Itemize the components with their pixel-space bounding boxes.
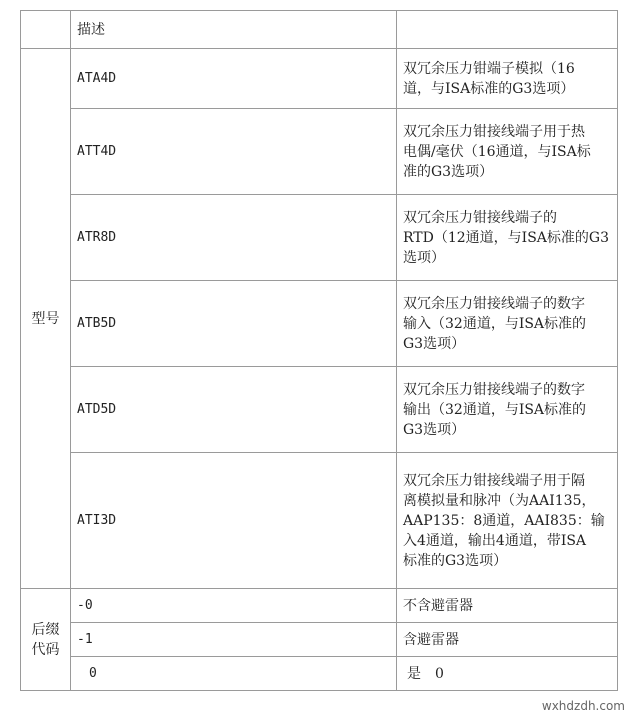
- suffix-desc: 不含避雷器: [397, 589, 618, 623]
- watermark: wxhdzdh.com: [541, 699, 625, 713]
- desc-line: 双冗余压力钳接线端子的: [403, 209, 557, 226]
- desc-line: G3选项）: [403, 421, 466, 438]
- desc-line: 准的G3选项）: [403, 163, 494, 180]
- model-desc: [397, 367, 618, 453]
- desc-line: 双冗余压力钳端子模拟（16: [403, 60, 575, 77]
- model-code: ATT4D: [71, 109, 397, 195]
- table-row: [21, 589, 618, 623]
- desc-line: 双冗余压力钳接线端子用于热: [403, 123, 585, 140]
- suffix-label-line: 后缀: [31, 621, 60, 638]
- suffix-code-label: [21, 589, 71, 691]
- desc-line: G3选项）: [403, 335, 466, 352]
- desc-line: 双冗余压力钳接线端子的数字: [403, 381, 585, 398]
- table-row: [21, 367, 618, 453]
- model-desc: [397, 49, 618, 109]
- model-desc: [397, 195, 618, 281]
- table-row: [21, 281, 618, 367]
- model-desc: [397, 453, 618, 589]
- table-row: [21, 49, 618, 109]
- desc-line: 输入（32通道，与ISA标准的: [403, 315, 587, 332]
- table-row: [21, 195, 618, 281]
- spec-table: [20, 10, 618, 691]
- desc-line: 标准的G3选项）: [403, 552, 508, 569]
- desc-line: 入4通道，输出4通道，带ISA: [403, 532, 587, 549]
- model-code: ATB5D: [71, 281, 397, 367]
- suffix-code: -0: [71, 589, 397, 623]
- suffix-desc: 是 0: [397, 657, 618, 691]
- model-desc: [397, 281, 618, 367]
- desc-line: RTD（12通道，与ISA标准的G3: [403, 229, 609, 246]
- table-row: [21, 623, 618, 657]
- header-cell-empty-right: [397, 11, 618, 49]
- model-code: ATD5D: [71, 367, 397, 453]
- desc-line: AAP135：8通道，AAI835：输: [403, 512, 605, 529]
- header-description: 描述: [71, 11, 397, 49]
- desc-line: 电偶/毫伏（16通道，与ISA标: [403, 143, 591, 160]
- table-row: [21, 109, 618, 195]
- desc-line: 离模拟量和脉冲（为AAI135，: [403, 492, 596, 509]
- desc-line: 双冗余压力钳接线端子的数字: [403, 295, 585, 312]
- model-desc: [397, 109, 618, 195]
- desc-line: 道，与ISA标准的G3选项）: [403, 80, 575, 97]
- model-label: 型号: [21, 49, 71, 589]
- suffix-code: -1: [71, 623, 397, 657]
- header-cell-empty: [21, 11, 71, 49]
- table-row: [21, 657, 618, 691]
- suffix-code: 0: [71, 657, 397, 691]
- header-row: [21, 11, 618, 49]
- suffix-label-line: 代码: [31, 641, 60, 658]
- model-code: ATA4D: [71, 49, 397, 109]
- desc-line: 选项）: [403, 249, 445, 266]
- suffix-desc: 含避雷器: [397, 623, 618, 657]
- table-row: [21, 453, 618, 589]
- model-code: ATI3D: [71, 453, 397, 589]
- model-code: ATR8D: [71, 195, 397, 281]
- desc-line: 输出（32通道，与ISA标准的: [403, 401, 587, 418]
- desc-line: 双冗余压力钳接线端子用于隔: [403, 472, 585, 489]
